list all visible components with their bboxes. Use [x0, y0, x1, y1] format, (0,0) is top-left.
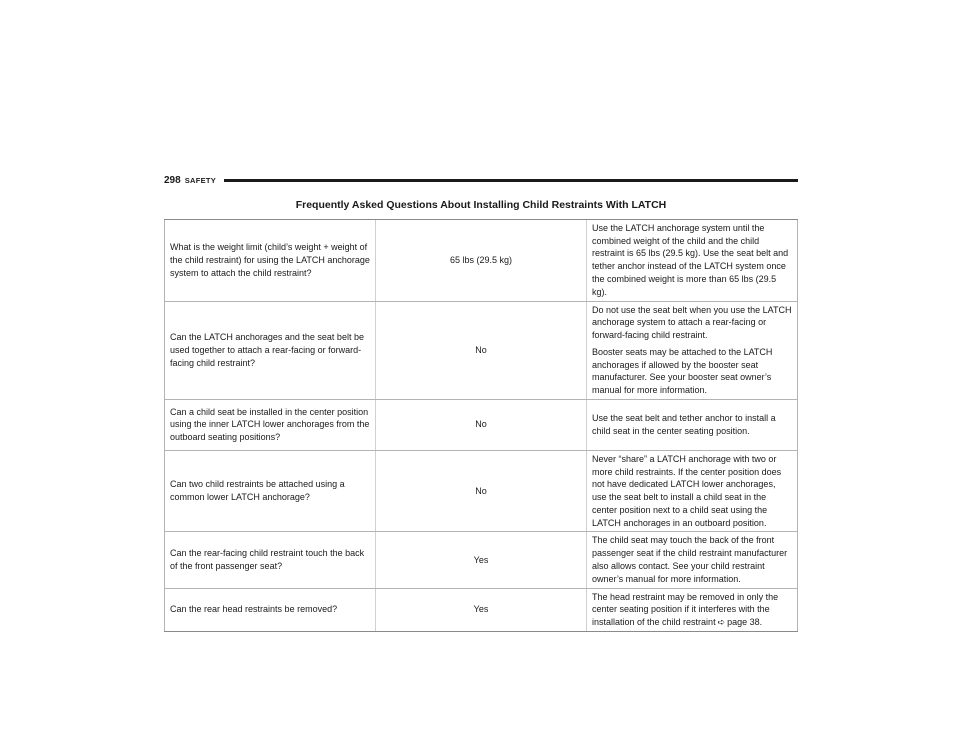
comment-text — [592, 591, 792, 629]
header-rule — [224, 179, 798, 182]
answer-cell: No — [376, 399, 587, 450]
question-cell: Can the rear head restraints be removed? — [165, 588, 376, 631]
comment-text: Booster seats may be attached to the LATCH anchorages if allowed by the booster seat manufacturer. See your booster seat owner’s manual for more information. — [592, 346, 773, 396]
section-name: SAFETY — [184, 175, 217, 185]
comments-cell — [587, 301, 798, 399]
table-title: Frequently Asked Questions About Installing Child Restraints With LATCH — [165, 195, 798, 219]
question-cell: Can a child seat be installed in the center position using the inner LATCH lower anchorages from the outboard seating positions? — [165, 399, 376, 450]
question-cell: Can two child restraints be attached using a common lower LATCH anchorage? — [165, 450, 376, 532]
table-row — [165, 450, 798, 532]
comments-cell — [587, 219, 798, 301]
faq-table — [164, 195, 798, 632]
comments-cell — [587, 588, 798, 631]
table-row — [165, 532, 798, 588]
question-cell: What is the weight limit (child’s weight + weight of the child restraint) for using the LATCH anchorage system to attach the child restraint? — [165, 219, 376, 301]
table-row — [165, 219, 798, 301]
table-row — [165, 399, 798, 450]
answer-cell: No — [376, 301, 587, 399]
question-cell: Can the rear-facing child restraint touch the back of the front passenger seat? — [165, 532, 376, 588]
comment-text-part: The head restraint may be removed in only the center seating position if it interferes with the installation of the child restraint — [592, 591, 779, 628]
comment-text: Use the seat belt and tether anchor to install a child seat in the center seating position. — [592, 413, 776, 436]
page-reference-arrow-icon: ➪ — [717, 617, 726, 628]
comment-text: Never “share” a LATCH anchorage with two or more child restraints. If the center position does not have dedicated LATCH lower anchorages, use the seat belt to install a child seat in the center position next to a child seat using the LATCH anchorages in an outboard position. — [592, 453, 782, 528]
answer-cell: Yes — [376, 588, 587, 631]
comments-cell — [587, 450, 798, 532]
answer-cell: No — [376, 450, 587, 532]
answer-cell: Yes — [376, 532, 587, 588]
comment-text: Do not use the seat belt when you use the LATCH anchorage system to attach a rear-facing or forward-facing child restraint. — [592, 304, 792, 341]
page-reference-link[interactable]: page 38. — [727, 617, 763, 628]
comment-text: The child seat may touch the back of the front passenger seat if the child restraint manufacturer also allows contact. See your child restraint owner’s manual for more information. — [592, 535, 788, 584]
table-row — [165, 588, 798, 631]
question-cell: Can the LATCH anchorages and the seat belt be used together to attach a rear-facing or forward-facing child restraint? — [165, 301, 376, 399]
page-number: 298 — [164, 174, 181, 186]
comment-text: Use the LATCH anchorage system until the combined weight of the child and the child restraint is 65 lbs (29.5 kg). Use the seat belt and tether anchor instead of the LATCH system once the combined weight is more than 65 lbs (29.5 kg). — [592, 222, 789, 297]
table-row — [165, 301, 798, 399]
page-header — [164, 172, 798, 188]
comments-cell — [587, 532, 798, 588]
answer-cell: 65 lbs (29.5 kg) — [376, 219, 587, 301]
comments-cell — [587, 399, 798, 450]
